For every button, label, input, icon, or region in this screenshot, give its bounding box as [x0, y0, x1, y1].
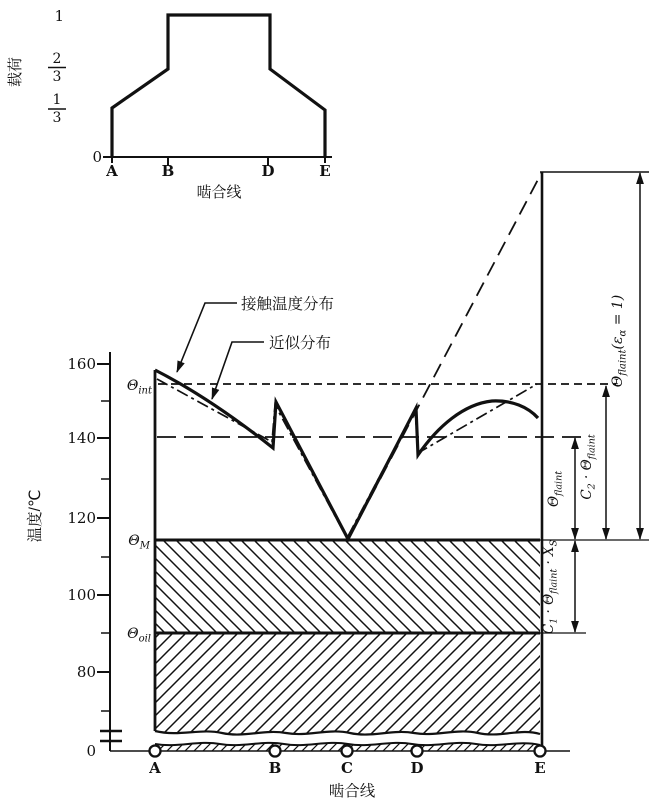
svg-text:3: 3: [52, 69, 62, 85]
load-ytick-one-third: [48, 92, 66, 126]
temp-y-axis-label: 温度/℃: [27, 489, 44, 543]
dim-label-theta-flaint: $\Theta_{flaint}$: [546, 470, 565, 508]
temperature-chart: [26, 172, 649, 800]
theta-int-label: $\Theta_{int}$: [126, 378, 152, 397]
load-xtick-A: A: [106, 162, 118, 180]
hatch-band-theta-m-to-oil: [155, 540, 540, 633]
temp-ytick-160: 160: [67, 355, 96, 373]
temp-y-major-ticks: [97, 364, 110, 672]
mesh-point-A: [150, 746, 161, 757]
contact-annotation-text: 接触温度分布: [241, 296, 335, 313]
temp-xtick-C: C: [341, 759, 353, 777]
load-xtick-B: B: [161, 162, 175, 180]
load-x-axis: [103, 157, 332, 166]
temp-ytick-0: 0: [86, 742, 96, 760]
load-y-axis-label: 载荷: [7, 56, 24, 88]
load-chart: [6, 7, 332, 201]
temp-xtick-A: A: [149, 759, 161, 777]
theta-oil-label: $\Theta_{oil}$: [127, 626, 151, 645]
hatch-band-below-theta-oil: [155, 633, 540, 735]
mesh-point-D: [412, 746, 423, 757]
load-ytick-0: 0: [92, 148, 102, 166]
temp-ytick-140: 140: [67, 429, 96, 447]
load-x-axis-label: 啮合线: [196, 184, 242, 201]
contact-annotation-leader: [177, 303, 237, 372]
temp-ytick-120: 120: [67, 509, 96, 527]
temp-xtick-E: E: [534, 759, 546, 777]
temp-ytick-100: 100: [67, 586, 96, 604]
temp-xtick-D: D: [410, 759, 424, 777]
load-profile-curve: [112, 15, 325, 157]
svg-text:2: 2: [52, 51, 62, 67]
temp-ytick-80: 80: [76, 663, 96, 681]
approx-annotation-text: 近似分布: [269, 335, 332, 352]
mesh-point-B: [270, 746, 281, 757]
dim-label-c2-theta-flaint: $C_2 \cdot \Theta_{flaint}$: [579, 434, 598, 500]
approx-annotation-leader: [212, 342, 264, 399]
load-xtick-E: E: [319, 162, 331, 180]
temp-x-axis-label: 啮合线: [328, 783, 376, 800]
svg-text:1: 1: [52, 92, 62, 108]
temp-xtick-B: B: [268, 759, 282, 777]
temp-y-minor-ticks: [101, 401, 110, 711]
load-ytick-1: 1: [54, 7, 64, 25]
load-ytick-two-thirds: [48, 51, 66, 85]
mesh-point-C: [342, 746, 353, 757]
theta-m-label: $\Theta_M$: [128, 533, 150, 552]
dim-label-c1-theta-flaint-xs: $C_1 \cdot \Theta_{flaint} \cdot X_S$: [541, 539, 560, 635]
svg-text:3: 3: [52, 110, 62, 126]
load-xtick-D: D: [261, 162, 275, 180]
mesh-point-E: [535, 746, 546, 757]
dim-label-theta-flaint-eps1: $\Theta_{flaint}(\varepsilon_\alpha = 1)$: [610, 294, 629, 388]
